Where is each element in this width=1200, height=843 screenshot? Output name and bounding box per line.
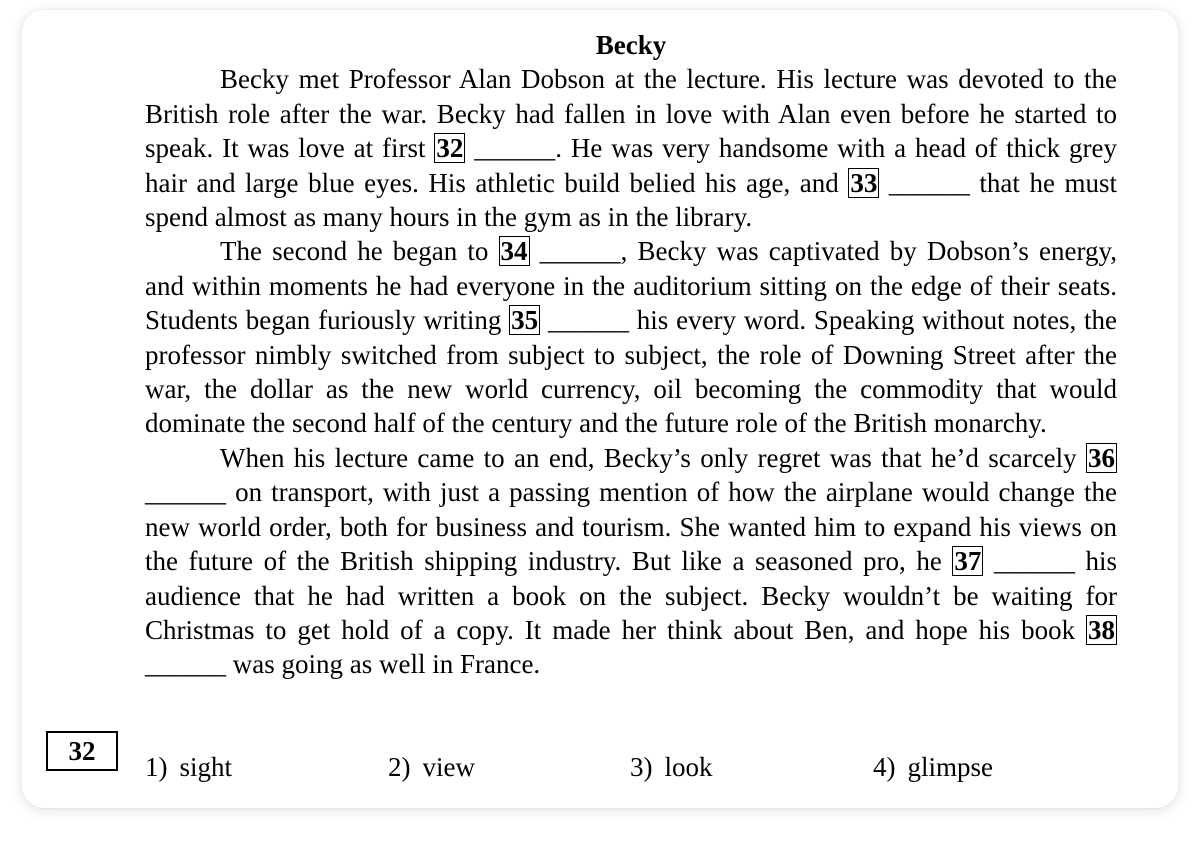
gap-blank[interactable]: ______ — [474, 133, 556, 164]
text-segment: When his lecture came to an end, Becky’s only regret was that he’d scarcely — [220, 442, 1086, 473]
option-2[interactable] — [388, 752, 475, 783]
option-4[interactable] — [873, 752, 993, 783]
passage — [145, 28, 1117, 682]
text-segment: The second he began to — [220, 236, 499, 267]
option-number: 4) — [873, 752, 896, 782]
option-text: sight — [179, 752, 233, 782]
gap-number-32: 32 — [436, 133, 464, 164]
option-number: 1) — [145, 752, 168, 782]
gap-blank[interactable]: ______ — [888, 167, 970, 198]
gap-blank[interactable]: ______ — [539, 236, 621, 267]
text-segment: his every word. Speaking without notes, the professor nimbly switched from subject to subject, the role of Downing Street after the war, the dollar as the new world currency, oil becoming the commodity that would dominate the second half of the century and the future role of the British monarchy. — [145, 305, 1118, 439]
option-number: 3) — [630, 752, 653, 782]
gap-blank[interactable]: ______ — [547, 305, 629, 336]
option-text: glimpse — [907, 752, 993, 782]
gap-blank[interactable]: ______ — [993, 546, 1075, 577]
text-segment: . He was very handsome with a head of thick grey hair and large blue eyes. His athletic build belied his age, and — [145, 133, 1117, 198]
gap-number-33: 33 — [850, 167, 878, 198]
answer-options — [145, 752, 1145, 792]
text-segment: that he must spend almost as many hours in the gym as in the library. — [145, 167, 1118, 233]
option-text: view — [422, 752, 475, 782]
text-segment: , Becky was captivated by Dobson’s energy, and within moments he had everyone in the auditorium sitting on the edge of their seats. Students began furiously writing — [145, 236, 1118, 336]
text-segment: his audience that he had written a book on the subject. Becky wouldn’t be waiting for Christmas to get hold of a copy. It made her think about Ben, and hope his book — [145, 546, 1118, 645]
question-number-box: 32 — [46, 731, 118, 771]
paragraph-2 — [145, 234, 1117, 440]
gap-number-35: 35 — [511, 305, 539, 336]
option-number: 2) — [388, 752, 411, 782]
text-segment: Becky met Professor Alan Dobson at the lecture. His lecture was devoted to the British role after the war. Becky had fallen in love with Alan even before he started to speak. It was love at first — [145, 64, 1117, 164]
text-segment: on transport, with just a passing mention of how the airplane would change the new world order, both for business and tourism. She wanted him to expand his views on the future of the British shipping industry. But like a seasoned pro, he — [145, 477, 1117, 577]
text-segment: was going as well in France. — [226, 649, 541, 680]
gap-blank[interactable]: ______ — [145, 649, 226, 680]
paragraph-1 — [145, 62, 1117, 234]
gap-number-36: 36 — [1088, 442, 1115, 473]
option-3[interactable] — [630, 752, 713, 783]
gap-blank[interactable]: ______ — [145, 477, 226, 508]
gap-number-34: 34 — [500, 236, 528, 267]
gap-number-37: 37 — [954, 546, 982, 577]
passage-title: Becky — [595, 30, 667, 60]
option-1[interactable] — [145, 752, 232, 783]
paragraph-3 — [145, 441, 1117, 682]
option-text: look — [664, 752, 713, 782]
gap-number-38: 38 — [1088, 614, 1115, 645]
